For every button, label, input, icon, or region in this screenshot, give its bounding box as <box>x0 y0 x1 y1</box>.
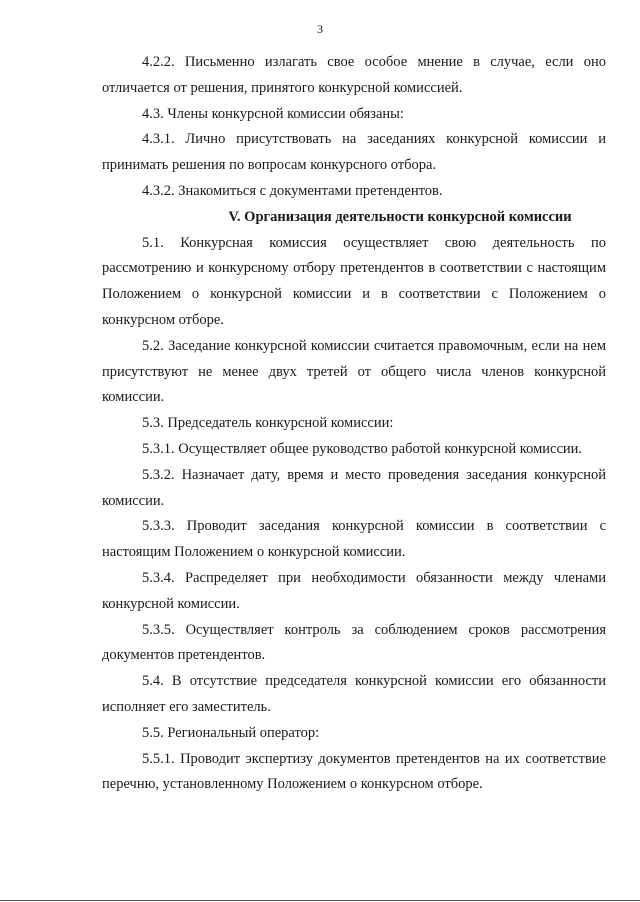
paragraph-5-4: 5.4. В отсутствие председателя конкурсной комиссии его обязанности исполняет его заместитель. <box>102 673 606 715</box>
paragraph-4-3: 4.3. Члены конкурсной комиссии обязаны: <box>142 105 404 122</box>
paragraph-4-2-2: 4.2.2. Письменно излагать свое особое мнение в случае, если оно отличается от решения, принятого конкурсной комиссией. <box>102 54 606 96</box>
paragraph-5-3: 5.3. Председатель конкурсной комиссии: <box>142 415 394 432</box>
paragraph-5-1: 5.1. Конкурсная комиссия осуществляет свою деятельность по рассмотрению и конкурсному отбору претендентов в соответствии с настоящим Положением о конкурсной комиссии и в соответствии с Положением о конкурсном отборе. <box>102 234 606 328</box>
paragraph-4-3-2: 4.3.2. Знакомиться с документами претендентов. <box>142 182 443 199</box>
paragraph-5-5-1: 5.5.1. Проводит экспертизу документов претендентов на их соответствие перечню, установленному Положением о конкурсном отборе. <box>102 750 606 793</box>
paragraph-5-5: 5.5. Региональный оператор: <box>142 724 320 741</box>
bottom-border-line <box>0 900 640 901</box>
paragraph-5-3-4: 5.3.4. Распределяет при необходимости обязанности между членами конкурсной комиссии. <box>102 569 606 612</box>
paragraph-5-3-1: 5.3.1. Осуществляет общее руководство работой конкурсной комиссии. <box>142 440 583 457</box>
page-number: 3 <box>317 22 323 36</box>
paragraph-5-3-2: 5.3.2. Назначает дату, время и место проведения заседания конкурсной комиссии. <box>102 466 606 509</box>
paragraph-5-3-5: 5.3.5. Осуществляет контроль за соблюдением сроков рассмотрения документов претендентов. <box>102 621 606 664</box>
paragraph-5-2: 5.2. Заседание конкурсной комиссии считается правомочным, если на нем присутствуют не менее двух третей от общего числа членов конкурсной комиссии. <box>102 337 606 406</box>
document-body <box>102 50 606 798</box>
paragraph-4-3-1: 4.3.1. Лично присутствовать на заседаниях конкурсной комиссии и принимать решения по вопросам конкурсного отбора. <box>102 131 606 174</box>
section-heading: V. Организация деятельности конкурсной комиссии <box>228 208 572 225</box>
paragraph-5-3-3: 5.3.3. Проводит заседания конкурсной комиссии в соответствии с настоящим Положением о конкурсной комиссии. <box>102 518 606 561</box>
